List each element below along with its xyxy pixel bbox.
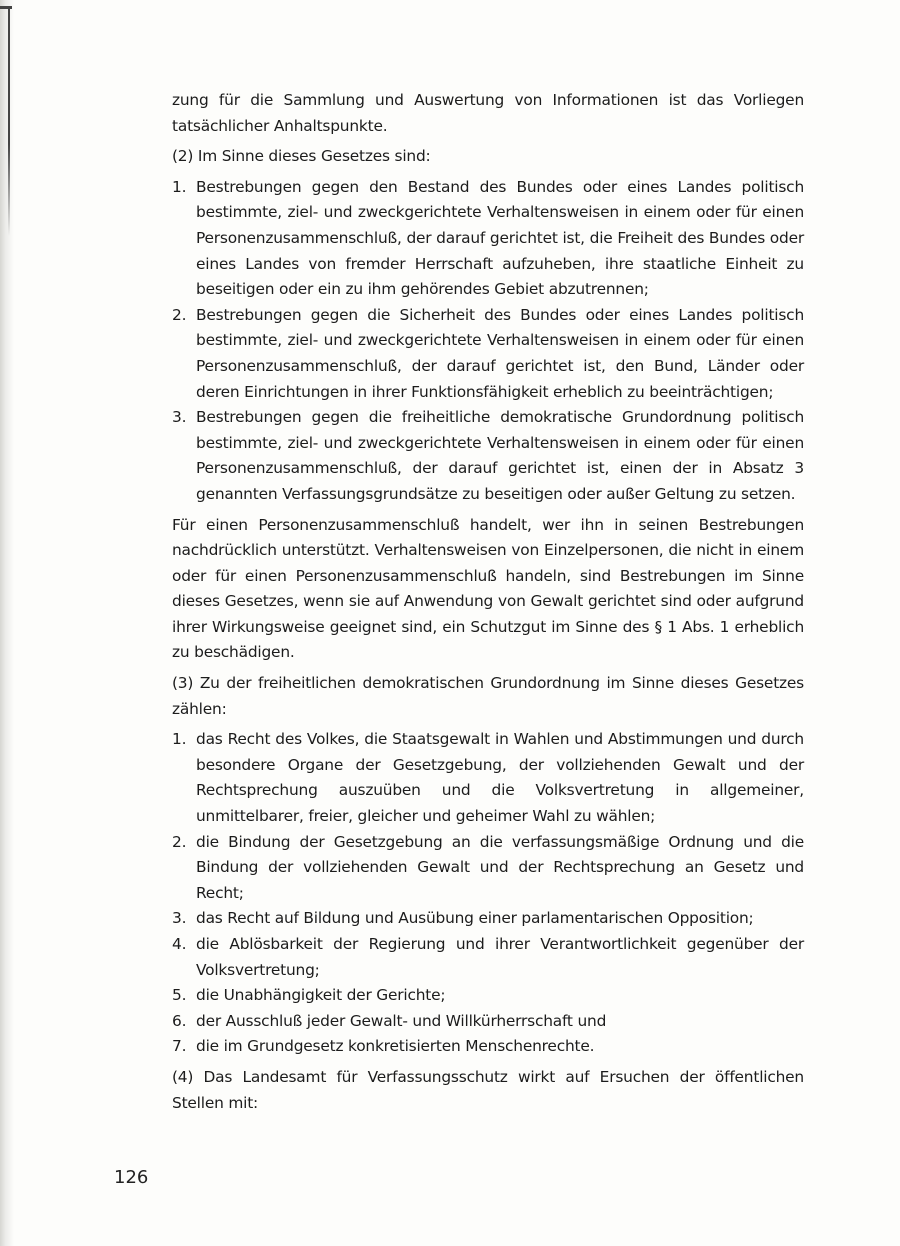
list-item-text: das Recht des Volkes, die Staatsgewalt in Wahlen und Abstimmungen und durch besondere Organe der Gesetzgebung, der vollziehenden Gewalt und der Rechtsprechung auszuüben und die Volksvertretung in allgemeiner, unmittelbarer, freier, gleicher und geheimer Wahl zu wählen; [196, 730, 804, 826]
list-item-number: 2. [172, 832, 187, 851]
list-item-text: die im Grundgesetz konkretisierten Menschenrechte. [196, 1037, 595, 1056]
list-item [172, 983, 804, 1009]
scan-corner-mark [0, 6, 12, 9]
list-item-number: 3. [172, 408, 187, 427]
page-body [172, 88, 804, 1121]
list-item [172, 303, 804, 405]
list-item-number: 1. [172, 177, 187, 196]
intro-paragraph: zung für die Sammlung und Auswertung von Informationen ist das Vorliegen tatsächlicher Anhaltspunkte. [172, 91, 804, 135]
list-item [172, 1034, 804, 1060]
list-item-text: die Bindung der Gesetzgebung an die verfassungsmäßige Ordnung und die Bindung der vollziehenden Gewalt und der Rechtsprechung an Gesetz und Recht; [196, 832, 804, 902]
list-item-text: Bestrebungen gegen die Sicherheit des Bundes oder eines Landes politisch bestimmte, ziel- und zweckgerichtete Verhaltensweisen in einem oder für einen Personenzusammenschluß, der darauf gerichtet ist, den Bund, Länder oder deren Einrichtungen in ihrer Funktionsfähigkeit erheblich zu beeinträchtigen; [196, 305, 804, 401]
list-item-number: 3. [172, 909, 187, 928]
list-item-text: das Recht auf Bildung und Ausübung einer parlamentarischen Opposition; [196, 909, 754, 928]
list-item-number: 2. [172, 305, 187, 324]
section-2-heading: (2) Im Sinne dieses Gesetzes sind: [172, 147, 431, 166]
list-item-number: 1. [172, 730, 187, 749]
list-item-number: 4. [172, 935, 187, 953]
list-item [172, 932, 804, 983]
book-spine-shadow [0, 0, 14, 1246]
list-item-text: Bestrebungen gegen die freiheitliche demokratische Grundordnung politisch bestimmte, ziel- und zweckgerichtete Verhaltensweisen in einem oder für einen Personenzusammenschluß, der darauf gerichtet ist, einen der in Absatz 3 genannten Verfassungsgrundsätze zu beseitigen oder außer Geltung zu setzen. [196, 408, 804, 503]
list-item-text: Bestrebungen gegen den Bestand des Bundes oder eines Landes politisch bestimmte, ziel- und zweckgerichtete Verhaltensweisen in einem oder für einen Personenzusammenschluß, der darauf gerichtet ist, die Freiheit des Bundes oder eines Landes von fremder Herrschaft aufzuheben, ihre staatliche Einheit zu beseitigen oder ein zu ihm gehörendes Gebiet abzutrennen; [196, 177, 804, 299]
section-3-heading: (3) Zu der freiheitlichen demokratischen Grundordnung im Sinne dieses Gesetzes zählen: [172, 674, 804, 718]
page-number: 126 [114, 1167, 149, 1188]
list-item-number: 5. [172, 986, 187, 1005]
list-item [172, 1009, 804, 1035]
list-item [172, 727, 804, 829]
section-3-list [172, 727, 804, 1060]
section-4-paragraph: (4) Das Landesamt für Verfassungsschutz wirkt auf Ersuchen der öffentlichen Stellen mit: [172, 1067, 804, 1112]
scan-edge-line [8, 6, 10, 236]
list-item-text: die Unabhängigkeit der Gerichte; [196, 986, 446, 1005]
list-item-number: 6. [172, 1011, 187, 1030]
list-item [172, 830, 804, 907]
section-2-followup: Für einen Personenzusammenschluß handelt, wer ihn in seinen Bestrebungen nachdrücklich unterstützt. Verhaltensweisen von Einzelpersonen, die nicht in einem oder für einen Personenzusammenschluß handeln, sind Bestrebungen im Sinne dieses Gesetzes, wenn sie auf Anwendung von Gewalt gerichtet sind oder aufgrund ihrer Wirkungsweise geeignet sind, ein Schutzgut im Sinne des § 1 Abs. 1 erheblich zu beschädigen. [172, 515, 804, 662]
list-item-number: 7. [172, 1037, 187, 1056]
section-2-list [172, 175, 804, 508]
list-item-text: der Ausschluß jeder Gewalt- und Willkürherrschaft und [196, 1011, 607, 1030]
list-item [172, 405, 804, 507]
list-item [172, 175, 804, 303]
list-item-text: die Ablösbarkeit der Regierung und ihrer Verantwortlichkeit gegenüber der Volksvertretung; [196, 935, 804, 979]
list-item [172, 906, 804, 932]
